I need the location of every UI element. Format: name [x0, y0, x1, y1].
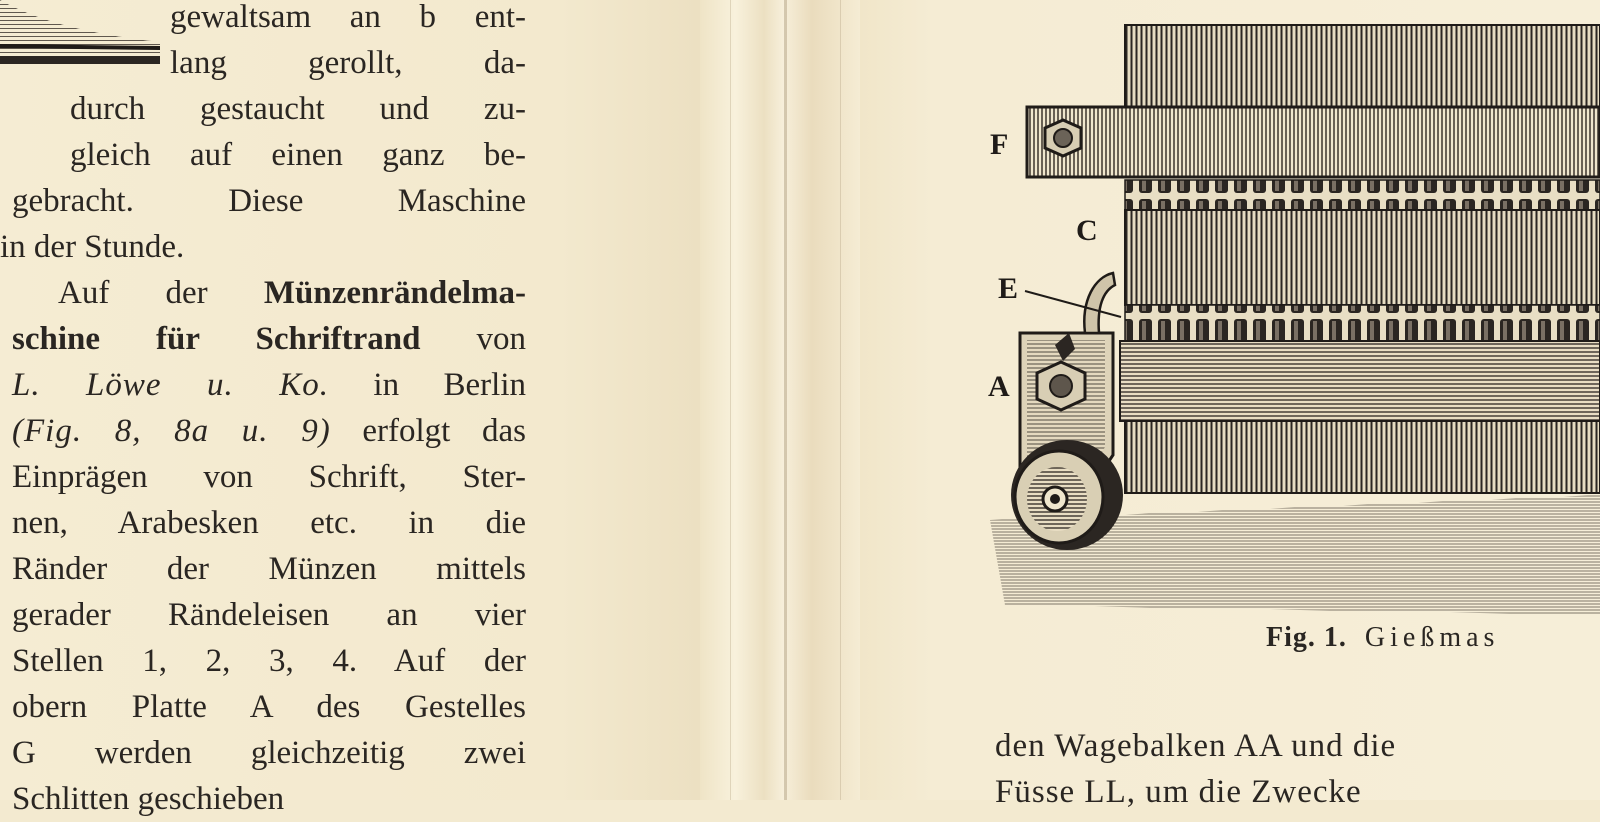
figure-name: Gießmas — [1364, 622, 1500, 653]
text-line-3: durch gestaucht und zu- — [70, 91, 526, 127]
text-line-17: G werden gleichzeitig zwei — [12, 735, 526, 771]
figure-caption — [1266, 622, 1499, 654]
figure-label-a: A — [988, 370, 1010, 403]
text-line-11: Einprägen von Schrift, Ster- — [12, 459, 526, 495]
text-line-10: (Fig. 8, 8a u. 9) erfolgt das — [12, 413, 526, 449]
casting-machine-engraving — [985, 15, 1600, 615]
engraving-fragment-top-left — [0, 0, 170, 75]
text-line-14: gerader Rändeleisen an vier — [12, 597, 526, 633]
figure-number: Fig. 1. — [1266, 622, 1347, 653]
text-line-13: Ränder der Münzen mittels — [12, 551, 526, 587]
text-line-15: Stellen 1, 2, 3, 4. Auf der — [12, 643, 526, 679]
right-text-line-1: den Wagebalken AA und die — [995, 728, 1397, 764]
text-line-1: gewaltsam an b ent- — [170, 0, 526, 35]
text-line-12: nen, Arabesken etc. in die — [12, 505, 526, 541]
text-line-4: gleich auf einen ganz be- — [70, 137, 526, 173]
book-gutter — [700, 0, 860, 800]
text-line-9: L. Löwe u. Ko. in Berlin — [12, 367, 527, 403]
text-line-6: in der Stunde. — [0, 229, 185, 265]
text-line-2: lang gerollt, da- — [170, 45, 526, 81]
figure-label-c: C — [1076, 214, 1098, 247]
text-line-16: obern Platte A des Gestelles — [12, 689, 526, 725]
figure-label-e: E — [998, 272, 1019, 305]
text-line-7: Auf der Münzenrändelma- — [58, 275, 526, 311]
text-line-18: Schlitten geschieben — [12, 781, 285, 817]
text-line-5: gebracht. Diese Maschine — [12, 183, 526, 219]
figure-label-f: F — [990, 128, 1009, 161]
right-text-line-2: Füsse LL, um die Zwecke — [995, 774, 1362, 810]
text-line-8: schine für Schriftrand von — [12, 321, 526, 357]
